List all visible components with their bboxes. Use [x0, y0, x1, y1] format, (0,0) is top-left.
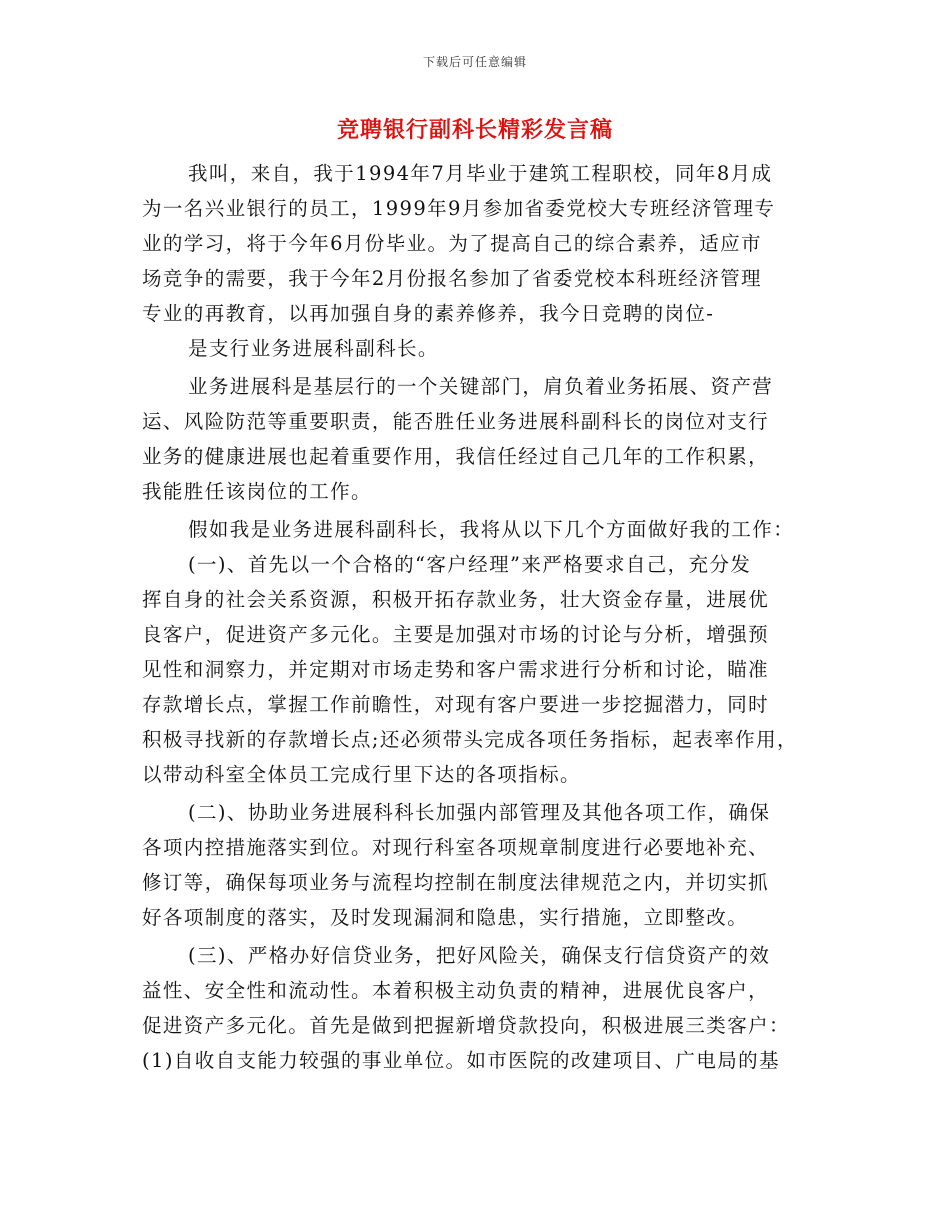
- text-line: 运、风险防范等重要职责，能否胜任业务进展科副科长的岗位对支行: [142, 410, 770, 433]
- text-line: 修订等，确保每项业务与流程均控制在制度法律规范之内，并切实抓: [142, 871, 770, 894]
- text-line: 挥自身的社会关系资源，积极开拓存款业务，壮大资金存量，进展优: [142, 588, 770, 611]
- text-line: 存款增长点，掌握工作前瞻性，对现有客户要进一步挖掘潜力，同时: [142, 693, 770, 716]
- text-line: 益性、安全性和流动性。本着积极主动负责的精神，进展优良客户，: [142, 979, 770, 1002]
- text-line: (二)、协助业务进展科科长加强内部管理及其他各项工作，确保: [188, 801, 771, 824]
- text-line: 好各项制度的落实，及时发现漏洞和隐患，实行措施，立即整改。: [142, 906, 749, 929]
- page-header-note: 下载后可任意编辑: [422, 55, 527, 69]
- text-line: 业务的健康进展也起着重要作用，我信任经过自己几年的工作积累，: [142, 445, 770, 468]
- text-line: (1)自收自支能力较强的事业单位。如市医院的改建项目、广电局的基: [142, 1049, 780, 1072]
- text-line: 业务进展科是基层行的一个关键部门，肩负着业务拓展、资产营: [188, 375, 774, 398]
- text-line: 场竞争的需要，我于今年2月份报名参加了省委党校本科班经济管理: [142, 267, 762, 290]
- text-line: 假如我是业务进展科副科长，我将从以下几个方面做好我的工作：: [188, 518, 795, 541]
- text-line: 促进资产多元化。首先是做到把握新增贷款投向，积极进展三类客户：: [142, 1014, 790, 1037]
- text-line: 良客户，促进资产多元化。主要是加强对市场的讨论与分析，增强预: [142, 623, 770, 646]
- text-line: 以带动科室全体员工完成行里下达的各项指标。: [142, 763, 581, 786]
- text-line: 各项内控措施落实到位。对现行科室各项规章制度进行必要地补充、: [142, 836, 770, 859]
- text-line: 积极寻找新的存款增长点;还必须带头完成各项任务指标，起表率作用，: [142, 728, 798, 751]
- text-line: 见性和洞察力，并定期对市场走势和客户需求进行分析和讨论，瞄准: [142, 658, 770, 681]
- text-line: (一)、首先以一个合格的“客户经理”来严格要求自己，充分发: [188, 553, 752, 576]
- document-title: 竞聘银行副科长精彩发言稿: [336, 117, 613, 143]
- text-line: 是支行业务进展科副科长。: [188, 337, 439, 360]
- text-line: 专业的再教育，以再加强自身的素养修养，我今日竞聘的岗位-: [142, 302, 715, 325]
- text-line: (三)、严格办好信贷业务，把好风险关，确保支行信贷资产的效: [188, 944, 771, 967]
- document-body: [142, 156, 822, 1078]
- text-line: 为一名兴业银行的员工，1999年9月参加省委党校大专班经济管理专: [142, 197, 776, 220]
- text-line: 业的学习，将于今年6月份毕业。为了提高自己的综合素养，适应市: [142, 232, 762, 255]
- text-line: 我叫，来自，我于1994年7月毕业于建筑工程职校，同年8月成: [188, 162, 773, 185]
- text-line: 我能胜任该岗位的工作。: [142, 480, 372, 503]
